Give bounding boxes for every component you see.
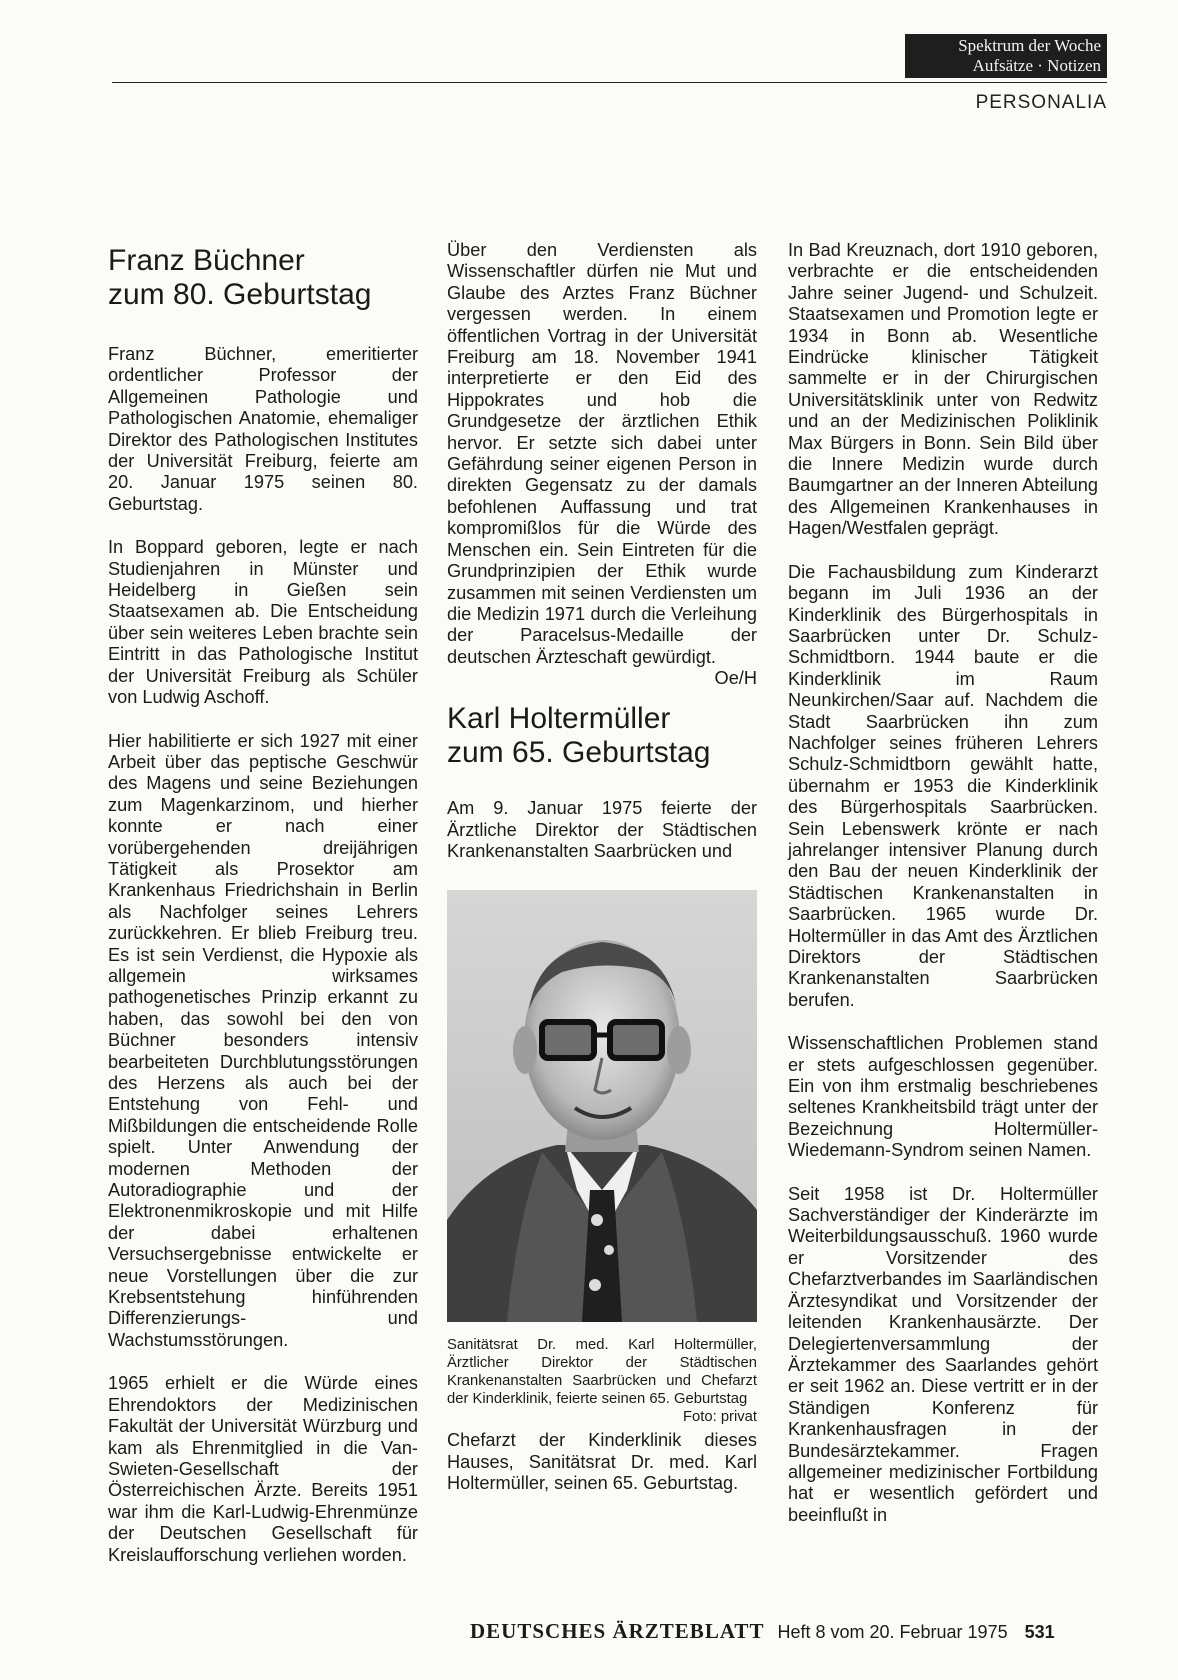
photo-credit: Foto: privat bbox=[682, 1409, 757, 1426]
article2-paragraph-3: In Bad Kreuznach, dort 1910 geboren, verbrachte er die entscheidenden Jahre seiner Jugend- und Schulzeit. Staatsexamen und Promotion legte er 1934 in Bonn ab. Wesentliche Eindrücke klinischer Tätigkeit sammelte er in der Chirurgischen Universitätsklinik unter von Redwitz und an der Medizinischen Poliklinik Max Bürgers in Bonn. Sein Bild über die Innere Medizin wurde durch Baumgartner an der Inneren Abteilung des Allgemeinen Krankenhauses in Hagen/Westfalen geprägt. bbox=[788, 240, 1098, 539]
photo-caption-text: Sanitätsrat Dr. med. Karl Holtermüller, Ärztlicher Direktor der Städtischen Krankenanstalten Saarbrücken und Chefarzt der Kinderklinik, feierte seinen 65. Geburtstag bbox=[447, 1337, 757, 1408]
article1-paragraph-5 bbox=[447, 240, 757, 689]
article1-title-line1: Franz Büchner bbox=[108, 244, 305, 277]
column-3 bbox=[788, 240, 1098, 1526]
badge-line-2: Aufsätze · Notizen bbox=[972, 56, 1101, 75]
article1-title bbox=[108, 244, 418, 312]
photo-caption bbox=[447, 1336, 757, 1426]
portrait-photo bbox=[447, 890, 757, 1322]
column-2 bbox=[447, 240, 757, 1495]
badge-line-1: Spektrum der Woche bbox=[958, 36, 1101, 55]
article1-title-line2: zum 80. Geburtstag bbox=[108, 278, 372, 311]
article2-title-line2: zum 65. Geburtstag bbox=[447, 736, 711, 770]
article2-paragraph-4: Die Fachausbildung zum Kinderarzt begann im Juli 1936 an der Kinderklinik des Bürgerhospitals in Saarbrücken unter Dr. Schulz-Schmidtborn. 1944 baute er die Kinderklinik im Raum Neunkirchen/Saar auf. Nachdem die Stadt Saarbrücken ihn zum Nachfolger seines früheren Lehrers Schulz-Schmidtborn gewählt hatte, übernahm er 1953 die Kinderklinik des Bürgerhospitals Saarbrücken. Sein Lebenswerk krönte er nach jahrelanger intensiver Planung durch den Bau der neuen Kinderklinik der Städtischen Krankenanstalten in Saarbrücken. 1965 wurde Dr. Holtermüller in das Amt des Ärztlichen Direktors der Städtischen Krankenanstalten Saarbrücken berufen. bbox=[788, 561, 1098, 1010]
article1-paragraph-5-text: Über den Verdiensten als Wissenschaftler dürfen nie Mut und Glaube des Arztes Franz Büchner vergessen werden. In einem öffentlichen Vortrag in der Universität Freiburg am 18. November 1941 interpretierte er den Eid des Hippokrates und hob die Grundgesetze der ärztlichen Ethik hervor. Er setzte sich dabei unter Gefährdung seiner eigenen Person in direkten Gegensatz zu der damals befohlenen Auffassung und trat kompromißlos für die Würde des Menschen ein. Sein Eintreten für die Grundprinzipien der Ethik wurde zusammen mit seinen Verdiensten um die Medizin 1971 durch die Verleihung der Paracelsus-Medaille der deutschen Ärzteschaft gewürdigt. bbox=[447, 240, 757, 667]
article2-title-line1: Karl Holtermüller bbox=[447, 702, 671, 736]
article2-paragraph-2: Chefarzt der Kinderklinik dieses Hauses, Sanitätsrat Dr. med. Karl Holtermüller, seinen 65. Geburtstag. bbox=[447, 1430, 757, 1494]
article2-title bbox=[447, 702, 757, 770]
journal-name: DEUTSCHES ÄRZTEBLATT bbox=[470, 1619, 765, 1643]
page-footer bbox=[470, 1619, 1055, 1644]
page-number: 531 bbox=[1024, 1622, 1055, 1642]
column-1 bbox=[108, 240, 418, 1566]
section-label: PERSONALIA bbox=[975, 92, 1107, 113]
portrait-illustration bbox=[447, 890, 757, 1322]
article1-signature: Oe/H bbox=[714, 668, 757, 689]
section-badge bbox=[905, 34, 1107, 78]
article1-paragraph-1: Franz Büchner, emeritierter ordentlicher Professor der Allgemeinen Pathologie und Pathologischen Anatomie, ehemaliger Direktor des Pathologischen Institutes der Universität Freiburg, feierte am 20. Januar 1975 seinen 80. Geburtstag. bbox=[108, 344, 418, 514]
header-rule bbox=[112, 82, 1107, 83]
article1-paragraph-2: In Boppard geboren, legte er nach Studienjahren in Münster und Heidelberg in Gießen sein Staatsexamen ab. Die Entscheidung über sein weiteres Leben brachte sein Eintritt in das Pathologische Institut der Universität Freiburg als Schüler von Ludwig Aschoff. bbox=[108, 537, 418, 708]
article1-paragraph-3: Hier habilitierte er sich 1927 mit einer Arbeit über das peptische Geschwür des Magens und seine Beziehungen zum Magenkarzinom, und hierher konnte er nach einer vorübergehenden dreijährigen Tätigkeit als Prosektor am Krankenhaus Friedrichshain in Berlin als Nachfolger seines Lehrers zurückkehren. Er blieb Freiburg treu. Es ist sein Verdienst, die Hypoxie als allgemein wirksames pathogenetisches Prinzip erkannt zu haben, das sowohl bei den von Büchner besonders intensiv bearbeiteten Durchblutungsstörungen des Herzens als auch bei der Entstehung von Fehl- und Mißbildungen die entscheidende Rolle spielt. Unter Anwendung der modernen Methoden der Autoradiographie und der Elektronenmikroskopie und mit Hilfe der dabei erhaltenen Versuchsergebnisse entwickelte er neue Vorstellungen über die zur Krebsentstehung hinführenden Differenzierungs- und Wachstumsstörungen. bbox=[108, 730, 418, 1350]
article1-paragraph-4: 1965 erhielt er die Würde eines Ehrendoktors der Medizinischen Fakultät der Universität Würzburg und kam als Ehrenmitglied in die Van-Swieten-Gesellschaft der Österreichischen Ärzte. Bereits 1951 war ihm die Karl-Ludwig-Ehrenmünze der Deutschen Gesellschaft für Kreislaufforschung verliehen worden. bbox=[108, 1373, 418, 1565]
issue-info: Heft 8 vom 20. Februar 1975 bbox=[777, 1622, 1008, 1642]
article2-paragraph-1: Am 9. Januar 1975 feierte der Ärztliche Direktor der Städtischen Krankenanstalten Saarbrücken und bbox=[447, 798, 757, 861]
article2-paragraph-6: Seit 1958 ist Dr. Holtermüller Sachverständiger der Kinderärzte im Weiterbildungsausschuß. 1960 wurde er Vorsitzender des Chefarztverbandes im Saarländischen Ärztesyndikat und Vorsitzender der leitenden Krankenhausärzte. Der Delegiertenversammlung der Ärztekammer des Saarlandes gehört er seit 1962 an. Diese vertritt er in der Ständigen Konferenz für Krankenhausfragen in der Bundesärztekammer. Fragen allgemeiner medizinischer Fortbildung hat er wesentlich gefördert und beeinflußt in bbox=[788, 1183, 1098, 1525]
article2-paragraph-5: Wissenschaftlichen Problemen stand er stets aufgeschlossen gegenüber. Ein von ihm erstmalig beschriebenes seltenes Krankheitsbild trägt unter der Bezeichnung Holtermüller-Wiedemann-Syndrom seinen Namen. bbox=[788, 1033, 1098, 1161]
